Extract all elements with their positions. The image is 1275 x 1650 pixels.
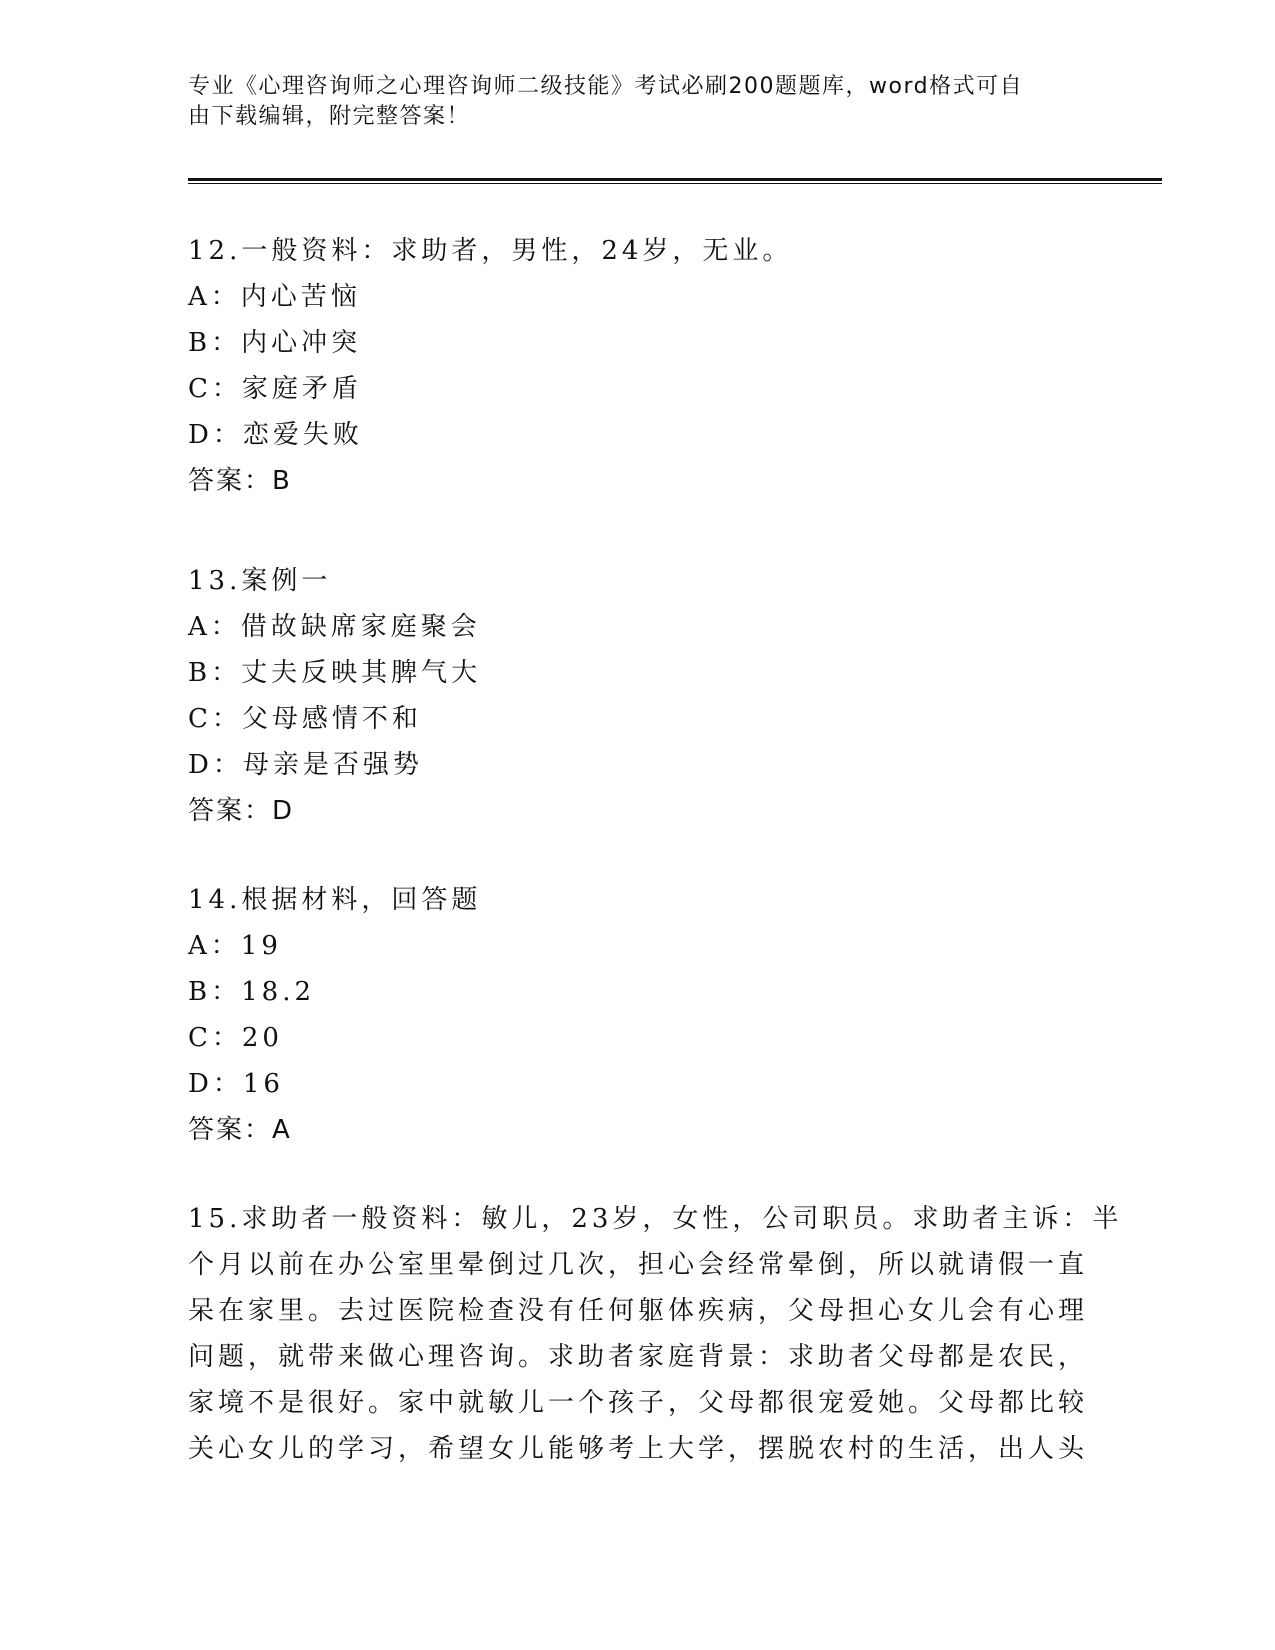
option-b: B：丈夫反映其脾气大 — [188, 658, 482, 688]
option-d: D：母亲是否强势 — [188, 750, 423, 780]
question-15-line: 个月以前在办公室里晕倒过几次，担心会经常晕倒，所以就请假一直 — [188, 1250, 1089, 1280]
option-a: A：借故缺席家庭聚会 — [188, 612, 481, 642]
header-line-2: 由下载编辑，附完整答案！ — [188, 104, 471, 129]
question-stem: 12.一般资料：求助者，男性，24岁，无业。 — [188, 236, 793, 266]
question-15-line: 关心女儿的学习，希望女儿能够考上大学，摆脱农村的生活，出人头 — [188, 1434, 1089, 1464]
option-b: B：18.2 — [188, 977, 315, 1007]
header-line-1: 专业《心理咨询师之心理咨询师二级技能》考试必刷200题题库，word格式可自 — [188, 74, 1024, 99]
question-stem: 13.案例一 — [188, 566, 332, 596]
answer-label: 答案：A — [188, 1115, 292, 1145]
question-15-line: 呆在家里。去过医院检查没有任何躯体疾病，父母担心女儿会有心理 — [188, 1296, 1089, 1326]
option-c: C：20 — [188, 1023, 283, 1053]
question-15 — [188, 1196, 1123, 1472]
question-12 — [188, 228, 792, 504]
answer-label: 答案：D — [188, 796, 295, 826]
option-a: A：19 — [188, 931, 282, 961]
option-c: C：家庭矛盾 — [188, 374, 362, 404]
option-a: A：内心苦恼 — [188, 282, 361, 312]
option-c: C：父母感情不和 — [188, 704, 422, 734]
question-15-line: 15.求助者一般资料：敏儿，23岁，女性，公司职员。求助者主诉：半 — [188, 1204, 1123, 1234]
question-15-line: 问题，就带来做心理咨询。求助者家庭背景：求助者父母都是农民， — [188, 1342, 1089, 1372]
question-15-line: 家境不是很好。家中就敏儿一个孩子，父母都很宠爱她。父母都比较 — [188, 1388, 1089, 1418]
option-d: D：16 — [188, 1069, 284, 1099]
document-header — [188, 72, 1068, 132]
option-d: D：恋爱失败 — [188, 420, 363, 450]
header-divider-thin — [188, 183, 1162, 184]
question-13 — [188, 558, 481, 834]
question-14 — [188, 877, 481, 1153]
question-stem: 14.根据材料，回答题 — [188, 885, 482, 915]
option-b: B：内心冲突 — [188, 328, 362, 358]
answer-label: 答案：B — [188, 466, 292, 496]
header-divider-thick — [188, 178, 1162, 181]
